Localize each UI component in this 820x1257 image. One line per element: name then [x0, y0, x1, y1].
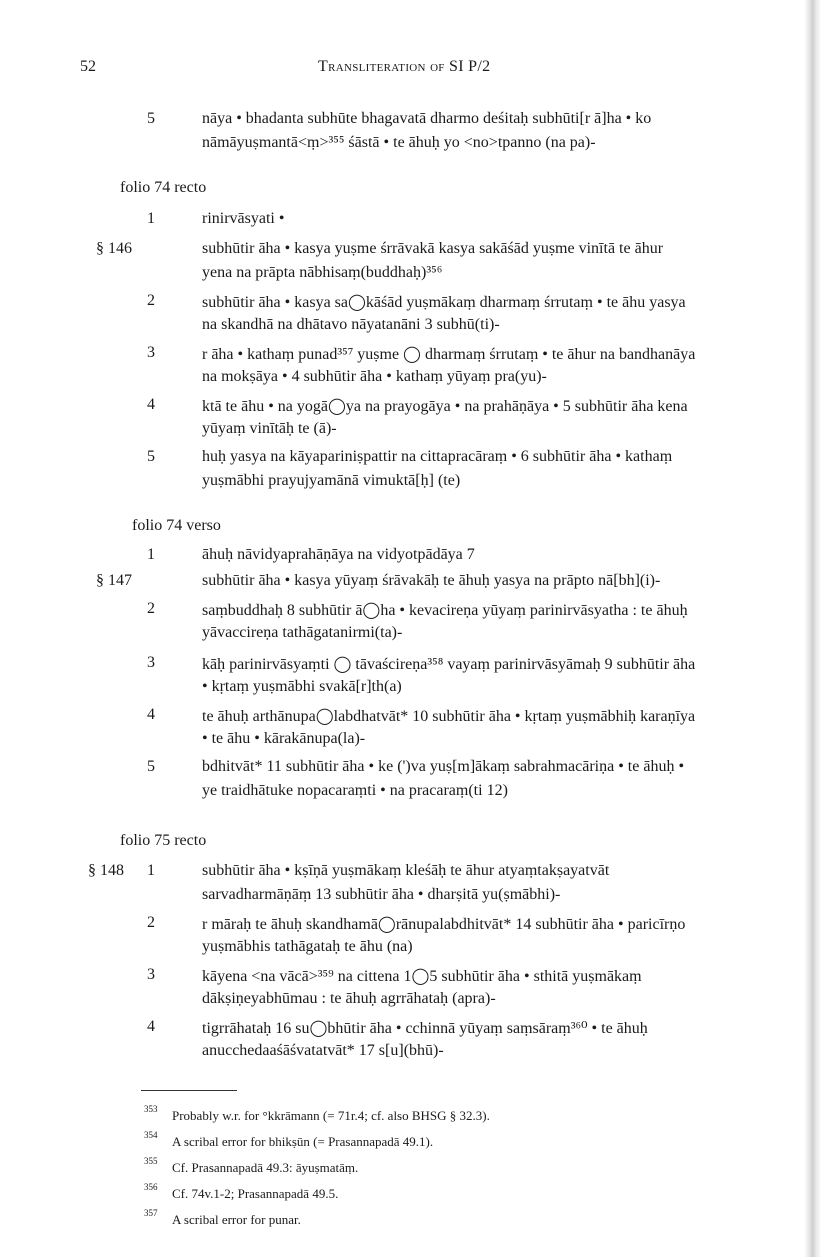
text-line: bdhitvāt* 11 subhūtir āha • ke (')va yuṣ[m]ākaṃ sabrahmacāriṇa • te āhuḥ •	[202, 758, 685, 775]
text-line: subhūtir āha • kasya yūyaṃ śrāvakāḥ te āhuḥ yasya na prāpto nā[bh](i)-	[202, 572, 661, 589]
text-line: na mokṣāya • 4 subhūtir āha • kathaṃ yūyaṃ pra(yu)-	[202, 368, 547, 385]
text-line: ye traidhātuke nopacaraṃti • na pracaraṃ(ti 12)	[202, 782, 508, 799]
line-number: 1	[147, 862, 155, 879]
text-line: tigrrāhataḥ 16 su◯bhūtir āha • cchinnā yūyaṃ saṃsāraṃ³⁶⁰ • te āhuḥ	[202, 1020, 648, 1037]
folio-heading: folio 74 verso	[132, 517, 221, 534]
text-line: kāyena <na vācā>³⁵⁹ na cittena 1◯5 subhūtir āha • sthitā yuṣmākaṃ	[202, 968, 642, 985]
text-line: r āha • kathaṃ punad³⁵⁷ yuṣme ◯ dharmaṃ śrrutaṃ • te āhur na bandhanāya	[202, 346, 696, 363]
section-number: § 148	[88, 862, 124, 879]
text-line: rinirvāsyati •	[202, 210, 285, 227]
footnote-number: 357	[144, 1208, 158, 1218]
text-line: yāvaccireṇa tathāgatanirmi(ta)-	[202, 624, 403, 641]
text-line: kāḥ parinirvāsyaṃti ◯ tāvaścireṇa³⁵⁸ vayaṃ parinirvāsyāmaḥ 9 subhūtir āha	[202, 656, 696, 673]
text-line: sarvadharmāṇāṃ 13 subhūtir āha • dharṣitā yu(ṣmābhi)-	[202, 886, 561, 903]
text-line: yuṣmābhis tathāgataḥ te āhu (na)	[202, 938, 413, 955]
text-line: • te āhu • kārakānupa(la)-	[202, 730, 366, 747]
text-line: nāmāyuṣmantā<ṃ>³⁵⁵ śāstā • te āhuḥ yo <no>tpanno (na pa)-	[202, 134, 596, 151]
line-number: 4	[147, 706, 155, 723]
line-number: 3	[147, 966, 155, 983]
folio-heading: folio 74 recto	[120, 179, 207, 196]
line-number: 5	[147, 448, 155, 465]
line-number: 3	[147, 344, 155, 361]
text-line: subhūtir āha • kṣīṇā yuṣmākaṃ kleśāḥ te āhur atyaṃtakṣayatvāt	[202, 862, 610, 879]
text-line: dākṣiṇeyabhūmau : te āhuḥ agrrāhataḥ (apra)-	[202, 990, 496, 1007]
footnote-rule	[141, 1090, 237, 1091]
line-number: 5	[147, 110, 155, 127]
line-number: 4	[147, 1018, 155, 1035]
footnote-text: Cf. Prasannapadā 49.3: āyuṣmatāṃ.	[172, 1160, 359, 1175]
text-line: yena na prāpta nābhisaṃ(buddhaḥ)³⁵⁶	[202, 264, 443, 281]
text-line: saṃbuddhaḥ 8 subhūtir ā◯ha • kevacireṇa yūyaṃ parinirvāsyatha : te āhuḥ	[202, 602, 688, 619]
page-number: 52	[80, 58, 96, 75]
footnote-number: 353	[144, 1104, 158, 1114]
section-number: § 146	[96, 240, 132, 257]
line-number: 1	[147, 546, 155, 563]
text-line: • kṛtaṃ yuṣmābhi svakā[r]th(a)	[202, 678, 402, 695]
folio-heading: folio 75 recto	[120, 832, 207, 849]
text-line: ktā te āhu • na yogā◯ya na prayogāya • na prahāṇāya • 5 subhūtir āha kena	[202, 398, 688, 415]
footnote-text: Cf. 74v.1-2; Prasannapadā 49.5.	[172, 1186, 339, 1201]
line-number: 2	[147, 600, 155, 617]
text-line: nāya • bhadanta subhūte bhagavatā dharmo deśitaḥ subhūti[r ā]ha • ko	[202, 110, 652, 127]
text-line: āhuḥ nāvidyaprahāṇāya na vidyotpādāya 7	[202, 546, 475, 563]
line-number: 2	[147, 914, 155, 931]
footnote-number: 356	[144, 1182, 158, 1192]
text-line: huḥ yasya na kāyapariniṣpattir na cittapracāraṃ • 6 subhūtir āha • kathaṃ	[202, 448, 673, 465]
page-edge-shadow	[804, 0, 820, 1257]
text-line: anucchedaaśāśvatatvāt* 17 s[u](bhū)-	[202, 1042, 444, 1059]
text-line: yūyaṃ vinītāḥ te (ā)-	[202, 420, 337, 437]
footnote-text: A scribal error for bhikṣūn (= Prasannapadā 49.1).	[172, 1134, 434, 1149]
line-number: 4	[147, 396, 155, 413]
text-line: te āhuḥ arthānupa◯labdhatvāt* 10 subhūtir āha • kṛtaṃ yuṣmābhiḥ karaṇīya	[202, 708, 696, 725]
text-line: subhūtir āha • kasya sa◯kāśād yuṣmākaṃ dharmaṃ śrrutaṃ • te āhu yasya	[202, 294, 686, 311]
line-number: 2	[147, 292, 155, 309]
line-number: 1	[147, 210, 155, 227]
text-line: r māraḥ te āhuḥ skandhamā◯rānupalabdhitvāt* 14 subhūtir āha • paricīrṇo	[202, 916, 686, 933]
footnote-text: A scribal error for punar.	[172, 1212, 301, 1227]
text-line: subhūtir āha • kasya yuṣme śrrāvakā kasya sakāśād yuṣme vinītā te āhur	[202, 240, 664, 257]
footnote-text: Probably w.r. for °kkrāmann (= 71r.4; cf. also BHSG § 32.3).	[172, 1108, 490, 1123]
text-line: na skandhā na dhātavo nāyatanāni 3 subhū(ti)-	[202, 316, 500, 333]
line-number: 3	[147, 654, 155, 671]
footnote-number: 354	[144, 1130, 158, 1140]
footnote-number: 355	[144, 1156, 158, 1166]
line-number: 5	[147, 758, 155, 775]
text-line: yuṣmābhi prayujyamānā vimuktā[ḥ] (te)	[202, 472, 461, 489]
section-number: § 147	[96, 572, 132, 589]
running-title: Transliteration of SI P/2	[318, 58, 491, 75]
